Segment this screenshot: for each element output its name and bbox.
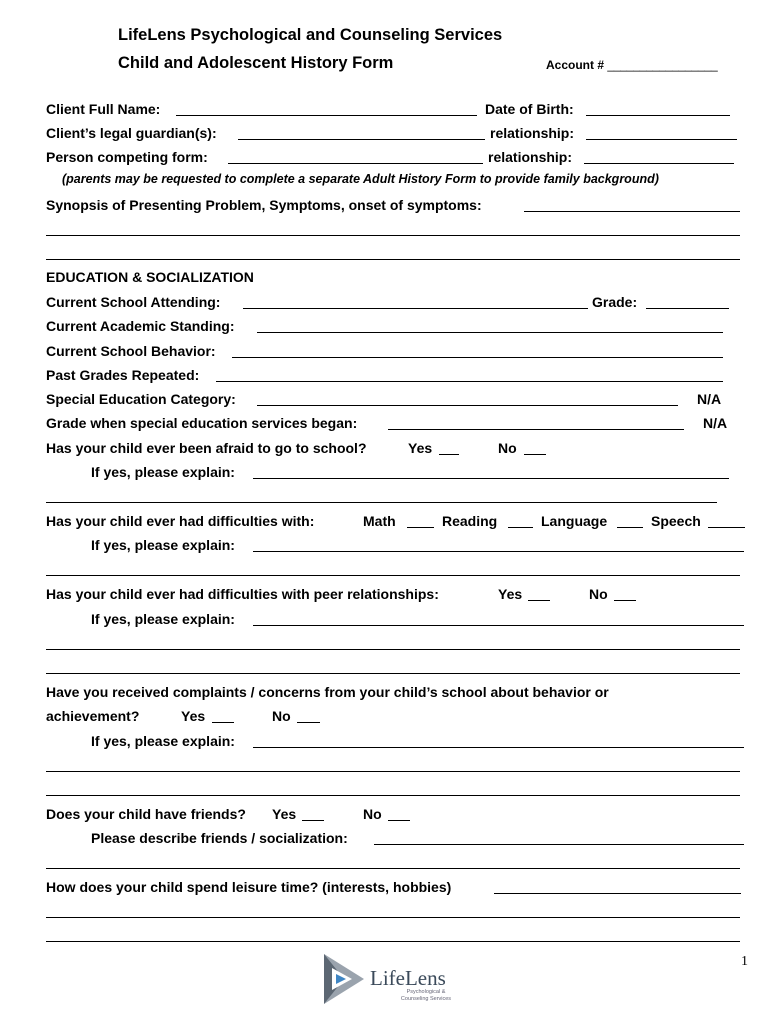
achievement-label: achievement? (46, 708, 140, 724)
special-began-label: Grade when special education services began: (46, 415, 358, 431)
friends-question: Does your child have friends? (46, 806, 246, 822)
friends-describe-field[interactable] (374, 844, 744, 845)
peer-yes-label: Yes (498, 586, 523, 602)
completing-field[interactable] (228, 163, 483, 164)
page-number: 1 (741, 954, 748, 969)
synopsis-line[interactable] (46, 235, 740, 236)
completing-relationship-label: relationship: (488, 149, 573, 165)
reading-label: Reading (442, 513, 498, 529)
form-title: Child and Adolescent History Form (118, 54, 394, 72)
peer-no-field[interactable] (614, 600, 636, 601)
complaints-explain-label: If yes, please explain: (91, 733, 235, 749)
complaints-no-label: No (272, 708, 291, 724)
speech-field[interactable] (708, 527, 745, 528)
speech-label: Speech (651, 513, 701, 529)
leisure-question: How does your child spend leisure time? (interests, hobbies) (46, 879, 452, 895)
behavior-field[interactable] (232, 357, 723, 358)
difficulties-explain-label: If yes, please explain: (91, 537, 235, 553)
leisure-line[interactable] (46, 941, 740, 942)
friends-no-label: No (363, 806, 382, 822)
leisure-line[interactable] (46, 917, 740, 918)
peer-explain-field[interactable] (253, 625, 744, 626)
standing-label: Current Academic Standing: (46, 318, 235, 334)
account-label: Account # (546, 58, 605, 72)
logo-subtitle-line: Psychological & (406, 989, 446, 995)
complaints-explain-line[interactable] (46, 795, 740, 796)
lifelens-logo-icon (322, 952, 366, 1006)
client-name-label: Client Full Name: (46, 101, 161, 117)
logo-subtitle (396, 989, 456, 1003)
peer-question: Has your child ever had difficulties with peer relationships: (46, 586, 439, 602)
peer-yes-field[interactable] (528, 600, 550, 601)
org-title: LifeLens Psychological and Counseling Services (118, 26, 503, 44)
synopsis-field[interactable] (524, 211, 740, 212)
language-label: Language (541, 513, 608, 529)
afraid-question: Has your child ever been afraid to go to school? (46, 440, 367, 456)
complaints-explain-field[interactable] (253, 747, 744, 748)
account-blank[interactable]: _________________ (607, 58, 718, 72)
grade-field[interactable] (646, 308, 729, 309)
special-began-field[interactable] (388, 429, 684, 430)
afraid-explain-label: If yes, please explain: (91, 464, 235, 480)
friends-no-field[interactable] (388, 820, 410, 821)
grade-label: Grade: (592, 294, 638, 310)
difficulties-explain-line[interactable] (46, 575, 740, 576)
complaints-no-field[interactable] (297, 722, 320, 723)
lifelens-logo (322, 952, 462, 1008)
synopsis-line[interactable] (46, 259, 740, 260)
education-heading: EDUCATION & SOCIALIZATION (46, 269, 254, 285)
special-category-field[interactable] (257, 405, 678, 406)
logo-wordmark: LifeLens (370, 966, 446, 990)
standing-field[interactable] (257, 332, 723, 333)
guardian-relationship-label: relationship: (490, 125, 575, 141)
peer-explain-label: If yes, please explain: (91, 611, 235, 627)
math-label: Math (363, 513, 396, 529)
peer-no-label: No (589, 586, 608, 602)
completing-relationship-field[interactable] (584, 163, 734, 164)
friends-describe-line[interactable] (46, 868, 740, 869)
behavior-label: Current School Behavior: (46, 343, 216, 359)
language-field[interactable] (617, 527, 643, 528)
afraid-explain-field[interactable] (253, 478, 729, 479)
family-note: (parents may be requested to complete a separate Adult History Form to provide family background) (62, 172, 659, 186)
special-category-label: Special Education Category: (46, 391, 236, 407)
school-label: Current School Attending: (46, 294, 221, 310)
complaints-explain-line[interactable] (46, 771, 740, 772)
leisure-field[interactable] (494, 893, 741, 894)
dob-label: Date of Birth: (485, 101, 574, 117)
guardian-relationship-field[interactable] (586, 139, 737, 140)
synopsis-label: Synopsis of Presenting Problem, Symptoms, onset of symptoms: (46, 197, 482, 213)
difficulties-explain-field[interactable] (253, 551, 744, 552)
complaints-question: Have you received complaints / concerns from your child’s school about behavior or (46, 684, 609, 700)
complaints-yes-field[interactable] (212, 722, 234, 723)
logo-subtitle-line: Counseling Services (400, 996, 452, 1002)
friends-yes-label: Yes (272, 806, 297, 822)
friends-describe-label: Please describe friends / socialization: (91, 830, 348, 846)
special-began-na[interactable]: N/A (703, 415, 728, 431)
peer-explain-line[interactable] (46, 673, 740, 674)
afraid-yes-field[interactable] (439, 454, 459, 455)
guardian-label: Client’s legal guardian(s): (46, 125, 217, 141)
afraid-no-label: No (498, 440, 517, 456)
repeated-label: Past Grades Repeated: (46, 367, 200, 383)
afraid-no-field[interactable] (524, 454, 546, 455)
difficulties-question: Has your child ever had difficulties with: (46, 513, 315, 529)
client-name-field[interactable] (176, 115, 477, 116)
peer-explain-line[interactable] (46, 649, 740, 650)
afraid-explain-line[interactable] (46, 502, 717, 503)
dob-field[interactable] (586, 115, 730, 116)
repeated-field[interactable] (216, 381, 723, 382)
school-field[interactable] (243, 308, 588, 309)
guardian-field[interactable] (238, 139, 485, 140)
reading-field[interactable] (508, 527, 533, 528)
math-field[interactable] (407, 527, 434, 528)
friends-yes-field[interactable] (302, 820, 324, 821)
completing-label: Person competing form: (46, 149, 208, 165)
account-number (546, 58, 717, 72)
complaints-yes-label: Yes (181, 708, 206, 724)
special-category-na[interactable]: N/A (697, 391, 722, 407)
afraid-yes-label: Yes (408, 440, 433, 456)
